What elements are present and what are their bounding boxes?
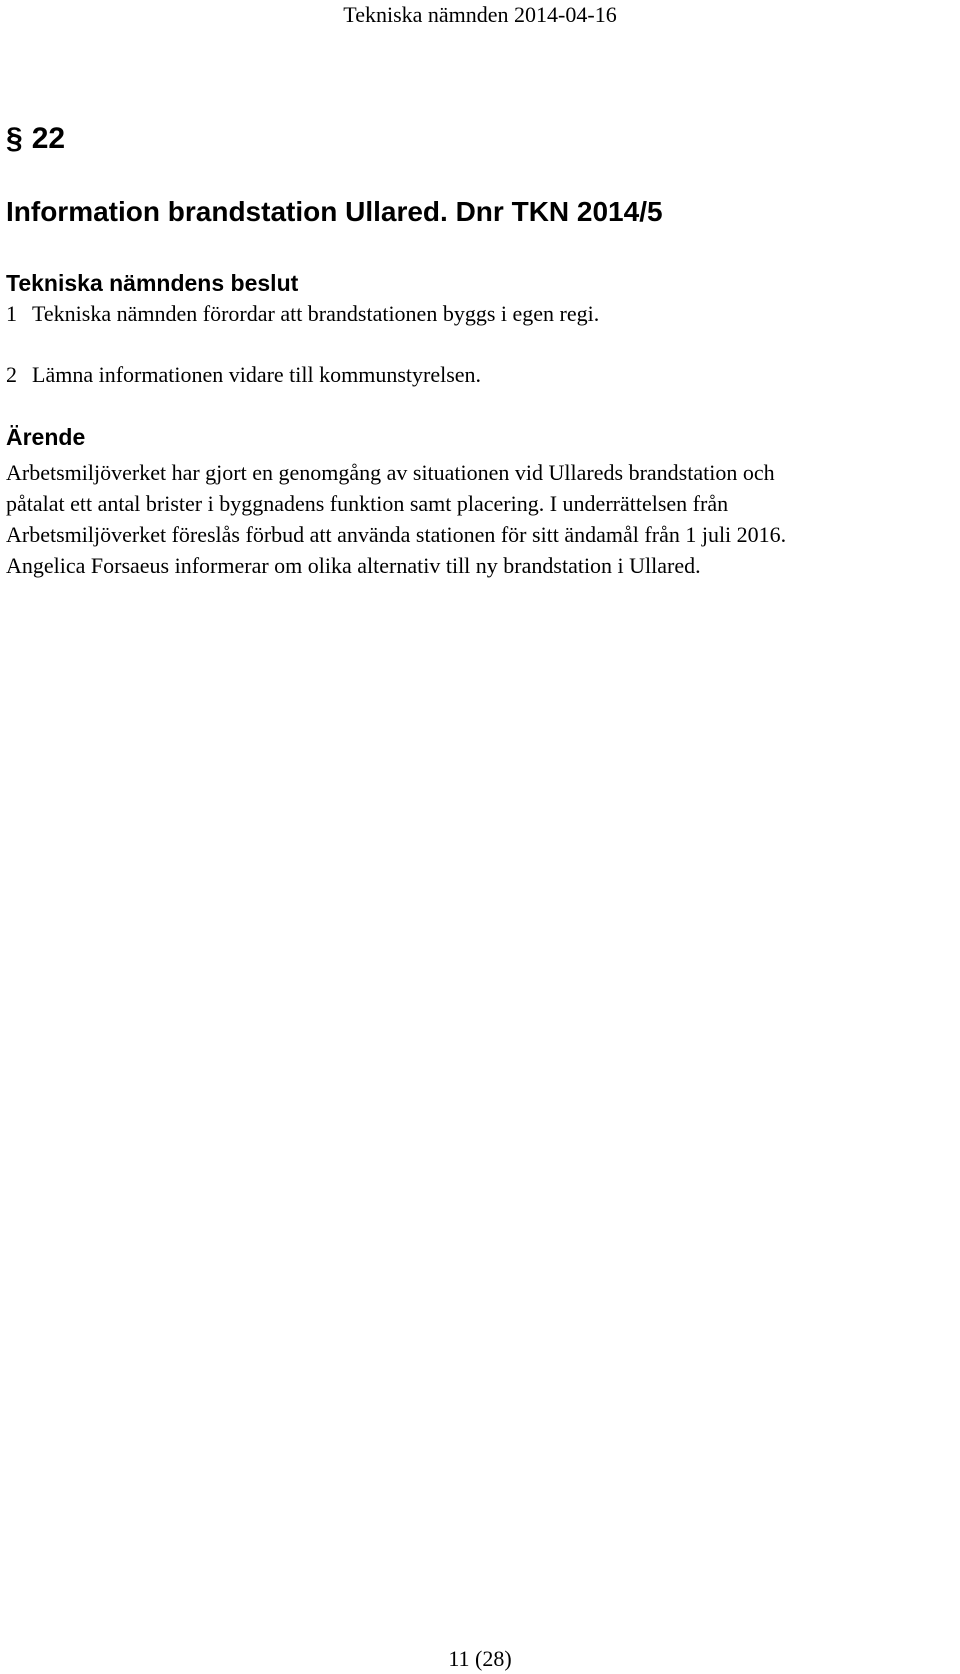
matter-heading: Ärende <box>6 424 86 450</box>
matter-line: Arbetsmiljöverket föreslås förbud att använda stationen för sitt ändamål från 1 juli 2016. <box>6 522 787 547</box>
decision-heading: Tekniska nämndens beslut <box>6 270 299 296</box>
matter-body <box>6 457 956 581</box>
page-number: 11 (28) <box>448 1646 512 1671</box>
decision-item-number: 2 <box>6 362 17 387</box>
paragraph-symbol: § <box>6 122 23 155</box>
decision-item <box>6 301 599 327</box>
decision-item-text: Lämna informationen vidare till kommunstyrelsen. <box>32 362 482 387</box>
item-title: Information brandstation Ullared. Dnr TKN 2014/5 <box>6 196 663 227</box>
decision-item <box>6 362 481 388</box>
paragraph-number <box>6 122 65 156</box>
matter-line: Angelica Forsaeus informerar om olika alternativ till ny brandstation i Ullared. <box>6 553 701 578</box>
decision-item-text: Tekniska nämnden förordar att brandstationen byggs i egen regi. <box>32 301 600 326</box>
matter-line: Arbetsmiljöverket har gjort en genomgång av situationen vid Ullareds brandstation och <box>6 460 775 485</box>
paragraph-number-value: 22 <box>31 122 66 155</box>
running-header: Tekniska nämnden 2014-04-16 <box>343 2 617 27</box>
decision-item-number: 1 <box>6 301 17 326</box>
matter-line: påtalat ett antal brister i byggnadens funktion samt placering. I underrättelsen från <box>6 491 729 516</box>
